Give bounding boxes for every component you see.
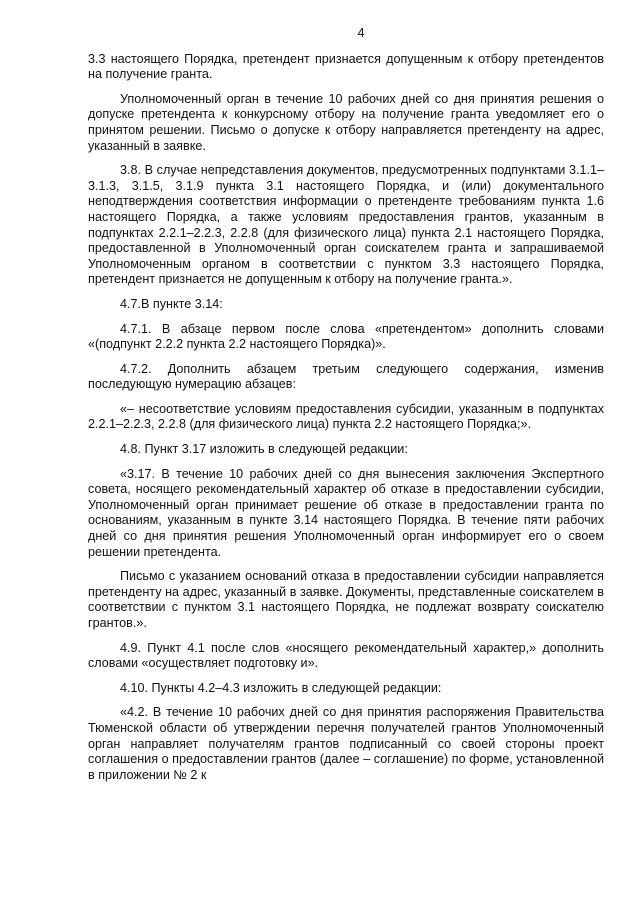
paragraph-notification: Уполномоченный орган в течение 10 рабочих дней со дня принятия решения о допуске претендента к конкурсному отбору на получение гранта уведомляет его о принятом решении. Письмо о допуске к отбору направляется претенденту на адрес, указанный в заявке. xyxy=(88,91,604,153)
paragraph-quote-nonconformity: «– несоответствие условиям предоставления субсидии, указанным в подпунктах 2.2.1–2.2.3, 2.2.8 (для физического лица) пункта 2.2 настоящего Порядка;». xyxy=(88,401,604,432)
paragraph-refusal-letter: Письмо с указанием оснований отказа в предоставлении субсидии направляется претенденту на адрес, указанный в заявке. Документы, представленные соискателем в соответствии с пунктом 3.1 настоящего Порядка, не подлежат возврату соискателю грантов.». xyxy=(88,569,604,630)
paragraph-4-7-1: 4.7.1. В абзаце первом после слова «претендентом» дополнить словами «(подпункт 2.2.2 пункта 2.2 настоящего Порядка)». xyxy=(88,321,604,352)
paragraph-4-7: 4.7.В пункте 3.14: xyxy=(120,296,223,311)
paragraph-4-7-2: 4.7.2. Дополнить абзацем третьим следующего содержания, изменив последующую нумерацию абзацев: xyxy=(88,361,604,392)
paragraph-4-2: «4.2. В течение 10 рабочих дней со дня принятия распоряжения Правительства Тюменской области об утверждении перечня получателей грантов Уполномоченный орган направляет получателям грантов подписанный со своей стороны проект соглашения о предоставлении грантов (далее – соглашение) по форме, установленной в приложении № 2 к xyxy=(88,705,604,782)
paragraph-3-3-continuation: 3.3 настоящего Порядка, претендент признается допущенным к отбору претендентов на получение гранта. xyxy=(88,51,604,82)
paragraph-4-8: 4.8. Пункт 3.17 изложить в следующей редакции: xyxy=(120,442,408,457)
paragraph-4-9: 4.9. Пункт 4.1 после слов «носящего рекомендательный характер,» дополнить словами «осуществляет подготовку и». xyxy=(88,640,604,671)
paragraph-3-17: «3.17. В течение 10 рабочих дней со дня вынесения заключения Экспертного совета, носящего рекомендательный характер об отказе в предоставлении субсидии, Уполномоченный орган принимает решение об отказе в предоставлении гранта по основаниям, указанным в пункте 3.14 настоящего Порядка. В течение пяти рабочих дней со дня принятия решения Уполномоченный орган информирует его о своем решении претендента. xyxy=(88,466,604,559)
page-number: 4 xyxy=(357,26,365,40)
paragraph-4-10: 4.10. Пункты 4.2–4.3 изложить в следующей редакции: xyxy=(120,680,442,695)
paragraph-3-8: 3.8. В случае непредставления документов, предусмотренных подпунктами 3.1.1–3.1.3, 3.1.5, 3.1.9 пункта 3.1 настоящего Порядка, и (или) документального неподтверждения соответствия информации о претенденте требованиям пункта 1.6 настоящего Порядка, а также условиям предоставления грантов, указанным в подпунктах 2.2.1–2.2.3, 2.2.8 (для физического лица) пункта 2.1 настоящего Порядка, предоставленной в Уполномоченный орган соискателем гранта и запрашиваемой Уполномоченным органом в соответствии с пунктом 3.3 настоящего Порядка, претендент признается не допущенным к отбору на получение гранта.». xyxy=(88,163,604,287)
